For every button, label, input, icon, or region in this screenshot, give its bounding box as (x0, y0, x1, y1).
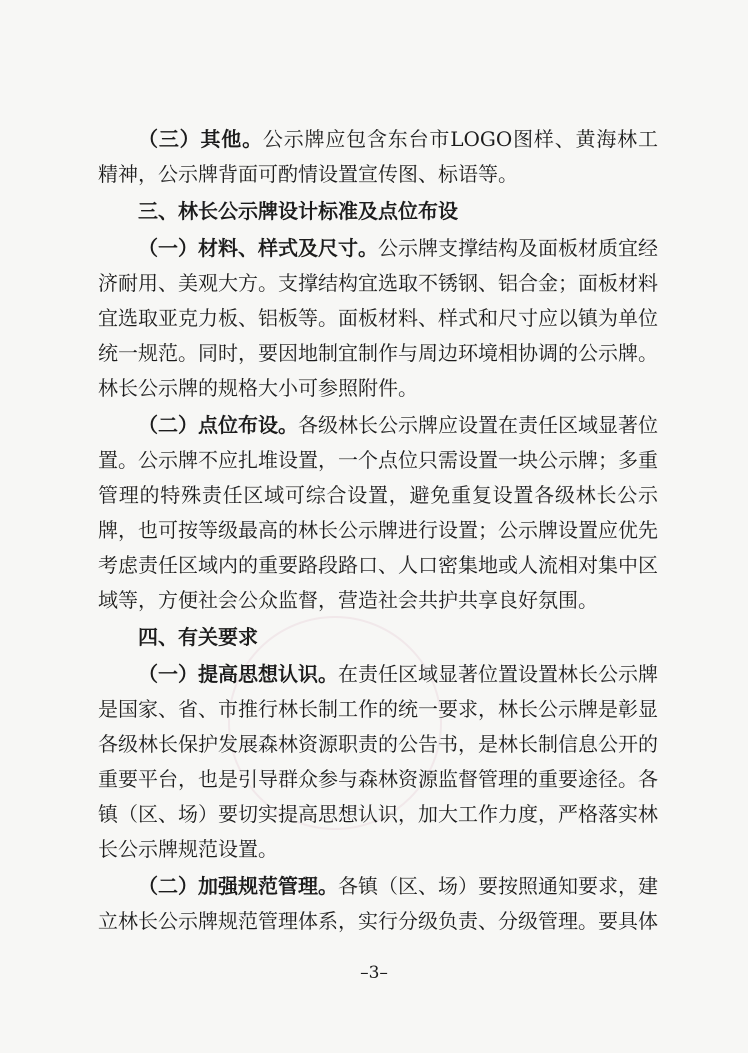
paragraph-lead: （一）材料、样式及尺寸。 (138, 236, 378, 260)
section-heading-4: 四、有关要求 (138, 625, 258, 649)
paragraph-lead: （二）点位布设。 (138, 413, 298, 437)
section-heading-3: 三、林长公示牌设计标准及点位布设 (138, 199, 458, 223)
paragraph-other (98, 122, 658, 192)
paragraph-text: 在责任区域显著位置设置林长公示牌是国家、省、市推行林长制工作的统一要求，林长公示牌是彰显各级林长保护发展森林资源职责的公告书，是林长制信息公开的重要平台，也是引导群众参与森林资源监督管理的重要途径。各镇（区、场）要切实提高思想认识，加大工作力度，严格落实林长公示牌规范设置。 (98, 662, 658, 861)
paragraph-materials (98, 231, 658, 406)
paragraph-text: 公示牌支撑结构及面板材质宜经济耐用、美观大方。支撑结构宜选取不锈钢、铝合金；面板材料宜选取亚克力板、铝板等。面板材料、样式和尺寸应以镇为单位统一规范。同时，要因地制宜制作与周边环境相协调的公示牌。林长公示牌的规格大小可参照附件。 (98, 236, 658, 400)
paragraph-lead: （二）加强规范管理。 (138, 874, 338, 898)
paragraph-lead: （一）提高思想认识。 (138, 662, 338, 686)
paragraph-text: 各级林长公示牌应设置在责任区域显著位置。公示牌不应扎堆设置，一个点位只需设置一块公示牌；多重管理的特殊责任区域可综合设置，避免重复设置各级林长公示牌，也可按等级最高的林长公示牌进行设置；公示牌设置应优先考虑责任区域内的重要路段路口、人口密集地或人流相对集中区域等，方便社会公众监督，营造社会共护共享良好氛围。 (98, 413, 658, 612)
body-text (98, 122, 658, 939)
page-number: –3– (360, 963, 388, 983)
paragraph-management (98, 869, 658, 939)
paragraph-lead: （三）其他。 (138, 127, 263, 151)
paragraph-placement (98, 408, 658, 618)
paragraph-awareness (98, 657, 658, 867)
paragraph-text: 公示牌应包含东台市LOGO图样、黄海林工精神，公示牌背面可酌情设置宣传图、标语等。 (98, 127, 659, 186)
paragraph-text: 各镇（区、场）要按照通知要求，建立林长公示牌规范管理体系，实行分级负责、分级管理。要具体 (98, 874, 658, 933)
